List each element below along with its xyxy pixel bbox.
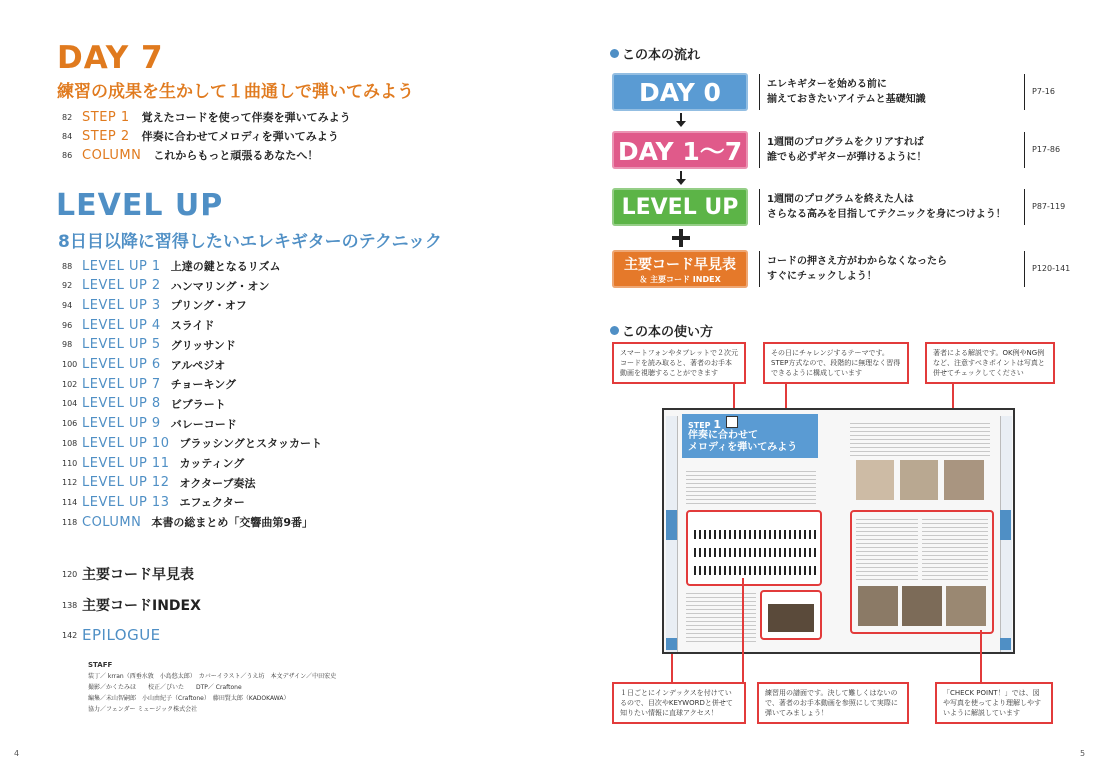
toc-entry[interactable]: [62, 296, 247, 314]
entry-title: 主要コードINDEX: [82, 598, 201, 614]
divider: [759, 74, 760, 110]
toc-entry[interactable]: [62, 493, 245, 511]
toc-entry[interactable]: [62, 375, 236, 393]
flow-desc-day1-7: [767, 135, 1027, 165]
step-title-line: 伴奏に合わせて: [688, 430, 758, 441]
body-text-block: [922, 516, 988, 580]
body-text-block: [856, 516, 918, 580]
score-box: [686, 510, 822, 586]
bullet-icon: [610, 49, 619, 58]
entry-title: ビブラート: [170, 397, 226, 411]
flow-desc-line: すぐにチェックしよう！: [767, 271, 877, 282]
entry-title: グリッサンド: [170, 338, 236, 352]
tab-staff: [694, 530, 816, 539]
flow-pages-day0: P7-16: [1032, 87, 1055, 96]
staff-line: 撮影／かくたみほ 校正／ぴいた DTP／ Craftone: [88, 684, 242, 691]
page-number-right: 5: [1080, 749, 1086, 758]
toc-entry[interactable]: [62, 395, 226, 413]
flow-heading-text: この本の流れ: [622, 48, 701, 63]
entry-title: アルペジオ: [170, 358, 226, 372]
entry-title: エフェクター: [179, 496, 245, 510]
entry-title: 上達の鍵となるリズム: [170, 260, 281, 273]
flow-desc-line: エレキギターを始める前に: [767, 79, 887, 90]
body-text-block: [686, 468, 816, 506]
connector-line: [671, 654, 673, 682]
flow-pages-chord-chart: P120-141: [1032, 264, 1071, 273]
entry-title: ハンマリング・オン: [170, 279, 270, 293]
page-number: 114: [62, 497, 78, 507]
entry-title: プリング・オフ: [170, 299, 247, 313]
sample-page-spread: [662, 408, 1015, 654]
page-number-left: 4: [14, 749, 20, 758]
divider: [1024, 74, 1025, 110]
flow-desc-line: 揃えておきたいアイテムと基礎知識: [767, 94, 926, 105]
toc-entry[interactable]: [62, 434, 322, 452]
tab-staff: [694, 548, 816, 557]
divider: [1024, 132, 1025, 168]
step-title: [688, 430, 797, 454]
qr-code-icon: [726, 416, 738, 428]
levelup-label: COLUMN: [82, 514, 142, 530]
body-text-block: [686, 590, 756, 642]
flow-desc-day0: [767, 77, 1027, 107]
day7-title: DAY 7: [57, 40, 164, 76]
callout-check-point: 「CHECK POINT！」では、図や写真を使ってより理解しやすいように解説しています: [935, 682, 1053, 724]
levelup-label: LEVEL UP 10: [82, 435, 170, 451]
flow-desc-line: 1週間のプログラムを終えた人は: [767, 194, 914, 205]
flow-box-chord-chart: [612, 250, 748, 288]
flow-desc-line: 1週間のプログラムをクリアすれば: [767, 137, 924, 148]
flow-box-levelup: [612, 188, 748, 226]
flow-box-day1-7: [612, 131, 748, 169]
flow-box-label: 主要コード早見表: [624, 256, 736, 273]
callout-score: 練習用の譜面です。決して難しくはないので、著者のお手本動画を参照にして実際に弾いてみましょう！: [757, 682, 909, 724]
levelup-subtitle: 8日目以降に習得したいエレキギターのテクニック: [58, 232, 442, 252]
connector-line: [980, 630, 982, 682]
levelup-label: LEVEL UP 9: [82, 416, 161, 432]
levelup-label: LEVEL UP 11: [82, 455, 170, 471]
bullet-icon: [610, 326, 619, 335]
step-header: [682, 414, 818, 458]
callout-index-tabs: １日ごとにインデックスを付けているので、目次やKEYWORDと併せて知りたい情報に直球アクセス！: [612, 682, 746, 724]
staff-line: 装丁／ krran（西垂水敦 小島悠太郎） カバーイラスト／うえ坊 本文デザイン／中田宏史: [88, 673, 337, 680]
page-number: 102: [62, 379, 78, 389]
entry-title: スライド: [170, 319, 215, 333]
index-tab-marker: [1000, 638, 1011, 650]
entry-title: これからもっと頑張るあなたへ！: [153, 149, 319, 162]
toc-entry[interactable]: [62, 127, 339, 145]
flow-box-label: LEVEL UP: [621, 194, 739, 220]
body-text-block: [850, 420, 990, 456]
levelup-label: LEVEL UP 4: [82, 317, 161, 333]
divider: [1024, 189, 1025, 225]
divider: [759, 251, 760, 287]
guitar-photo: [900, 460, 938, 500]
flow-box-label: DAY 1〜7: [617, 137, 743, 166]
step-label: STEP 1: [82, 109, 130, 125]
staff-line: 協力／フェンダー ミュージック株式会社: [88, 706, 198, 713]
entry-title: チョーキング: [170, 378, 237, 392]
page-number: 138: [62, 600, 78, 610]
check-point-box: [760, 590, 822, 640]
step-label: STEP 2: [82, 128, 130, 144]
page-number: 96: [62, 320, 73, 330]
flow-pages-levelup: P87-119: [1032, 202, 1066, 211]
page-number: 112: [62, 478, 78, 488]
toc-entry[interactable]: [62, 146, 318, 164]
index-tab-active: [666, 510, 677, 540]
page-number: 92: [62, 281, 73, 291]
entry-title: オクターブ奏法: [179, 476, 256, 490]
guitar-photo: [902, 586, 942, 626]
staff-heading: STAFF: [88, 661, 113, 669]
entry-title: 主要コード早見表: [82, 567, 194, 583]
divider: [759, 189, 760, 225]
flow-pages-day1-7: P17-86: [1032, 145, 1061, 154]
day7-subtitle: 練習の成果を生かして１曲通しで弾いてみよう: [57, 82, 414, 102]
connector-line: [742, 578, 744, 682]
levelup-label: LEVEL UP 13: [82, 494, 170, 510]
toc-entry-epilogue[interactable]: [62, 626, 161, 644]
levelup-label: LEVEL UP 8: [82, 396, 161, 412]
page-number: 104: [62, 399, 78, 409]
flow-box-day0: [612, 73, 748, 111]
step-label: COLUMN: [82, 147, 142, 163]
flow-heading: [610, 44, 700, 63]
page-number: 110: [62, 458, 78, 468]
index-tab-marker: [666, 638, 677, 650]
usage-heading: [610, 321, 713, 340]
toc-entry[interactable]: [62, 454, 244, 472]
step-word: STEP: [688, 421, 711, 430]
page-number: 98: [62, 340, 73, 350]
fretboard-photo: [768, 604, 814, 632]
levelup-label: LEVEL UP 7: [82, 376, 161, 392]
page-number: 88: [62, 261, 73, 271]
flow-desc-line: 誰でも必ずギターが弾けるように！: [767, 152, 927, 163]
toc-entry[interactable]: [62, 474, 255, 492]
tab-staff: [694, 566, 816, 575]
levelup-label: LEVEL UP 2: [82, 278, 161, 294]
guitar-photo: [946, 586, 986, 626]
callout-qr-code: スマートフォンやタブレットで２次元コードを読み取ると、著者のお手本動画を視聴することができます: [612, 342, 746, 384]
page-number: 86: [62, 150, 73, 160]
staff-credits: [88, 660, 336, 715]
connector-line: [733, 384, 735, 410]
guitar-photo: [944, 460, 984, 500]
flow-box-sublabel: ＆ 主要コード INDEX: [639, 274, 721, 284]
connector-line: [952, 384, 954, 410]
callout-explanation: 著者による解説です。OK例やNG例など、注意すべきポイントは写真と併せてチェックしてください: [925, 342, 1055, 384]
toc-entry[interactable]: [62, 356, 225, 374]
flow-box-label: DAY 0: [639, 77, 721, 107]
entry-title: EPILOGUE: [82, 626, 161, 644]
page-number: 120: [62, 569, 78, 579]
page-number: 84: [62, 131, 73, 141]
staff-line: 編集／未山智嗣郎 小山由紀子（Craftone） 藤田賢太郎（KADOKAWA）: [88, 695, 290, 702]
toc-entry[interactable]: [62, 336, 236, 354]
callout-daily-theme: その日にチャレンジするテーマです。STEP方式なので、段階的に無理なく習得できるように構成しています: [763, 342, 909, 384]
usage-heading-text: この本の使い方: [622, 325, 714, 340]
flow-desc-levelup: [767, 192, 1027, 222]
entry-title: 伴奏に合わせてメロディを弾いてみよう: [141, 130, 339, 143]
entry-title: 本書の総まとめ「交響曲第9番」: [151, 516, 314, 530]
toc-entry[interactable]: [62, 277, 269, 295]
page-number: 106: [62, 419, 78, 429]
entry-title: カッティング: [179, 457, 245, 470]
page-number: 142: [62, 630, 78, 640]
index-tab-active: [1000, 510, 1011, 540]
page-number: 118: [62, 517, 78, 527]
divider: [759, 132, 760, 168]
explanation-box: [850, 510, 994, 634]
page-number: 94: [62, 300, 73, 310]
entry-title: バレーコード: [170, 417, 237, 431]
connector-line: [785, 384, 787, 410]
flow-desc-line: さらなる高みを目指してテクニックを身につけよう！: [767, 209, 1006, 220]
guitar-photo: [858, 586, 898, 626]
toc-entry[interactable]: [62, 108, 351, 126]
levelup-label: LEVEL UP 3: [82, 297, 161, 313]
toc-entry[interactable]: [62, 257, 280, 275]
divider: [1024, 251, 1025, 287]
levelup-label: LEVEL UP 12: [82, 475, 170, 491]
entry-title: 覚えたコードを使って伴奏を弾いてみよう: [141, 111, 351, 124]
levelup-title: LEVEL UP: [56, 188, 224, 223]
toc-entry[interactable]: [62, 316, 214, 334]
toc-entry-chord-index[interactable]: [62, 595, 201, 615]
page-number: 82: [62, 112, 73, 122]
step-title-line: メロディを弾いてみよう: [688, 442, 798, 453]
flow-desc-chord-chart: [767, 254, 1027, 284]
toc-entry[interactable]: [62, 513, 313, 531]
toc-entry[interactable]: [62, 415, 237, 433]
levelup-label: LEVEL UP 5: [82, 337, 161, 353]
entry-title: ブラッシングとスタッカート: [179, 437, 322, 451]
down-arrow-icon: [676, 171, 686, 185]
plus-icon: [672, 229, 690, 247]
levelup-label: LEVEL UP 6: [82, 357, 161, 372]
toc-entry-chord-chart[interactable]: [62, 564, 194, 584]
down-arrow-icon: [676, 113, 686, 127]
page-number: 108: [62, 438, 78, 448]
page-number: 100: [62, 360, 78, 369]
flow-desc-line: コードの押さえ方がわからなくなったら: [767, 256, 947, 267]
step-number: 1: [713, 418, 721, 431]
levelup-label: LEVEL UP 1: [82, 258, 161, 274]
guitar-photo: [856, 460, 894, 500]
